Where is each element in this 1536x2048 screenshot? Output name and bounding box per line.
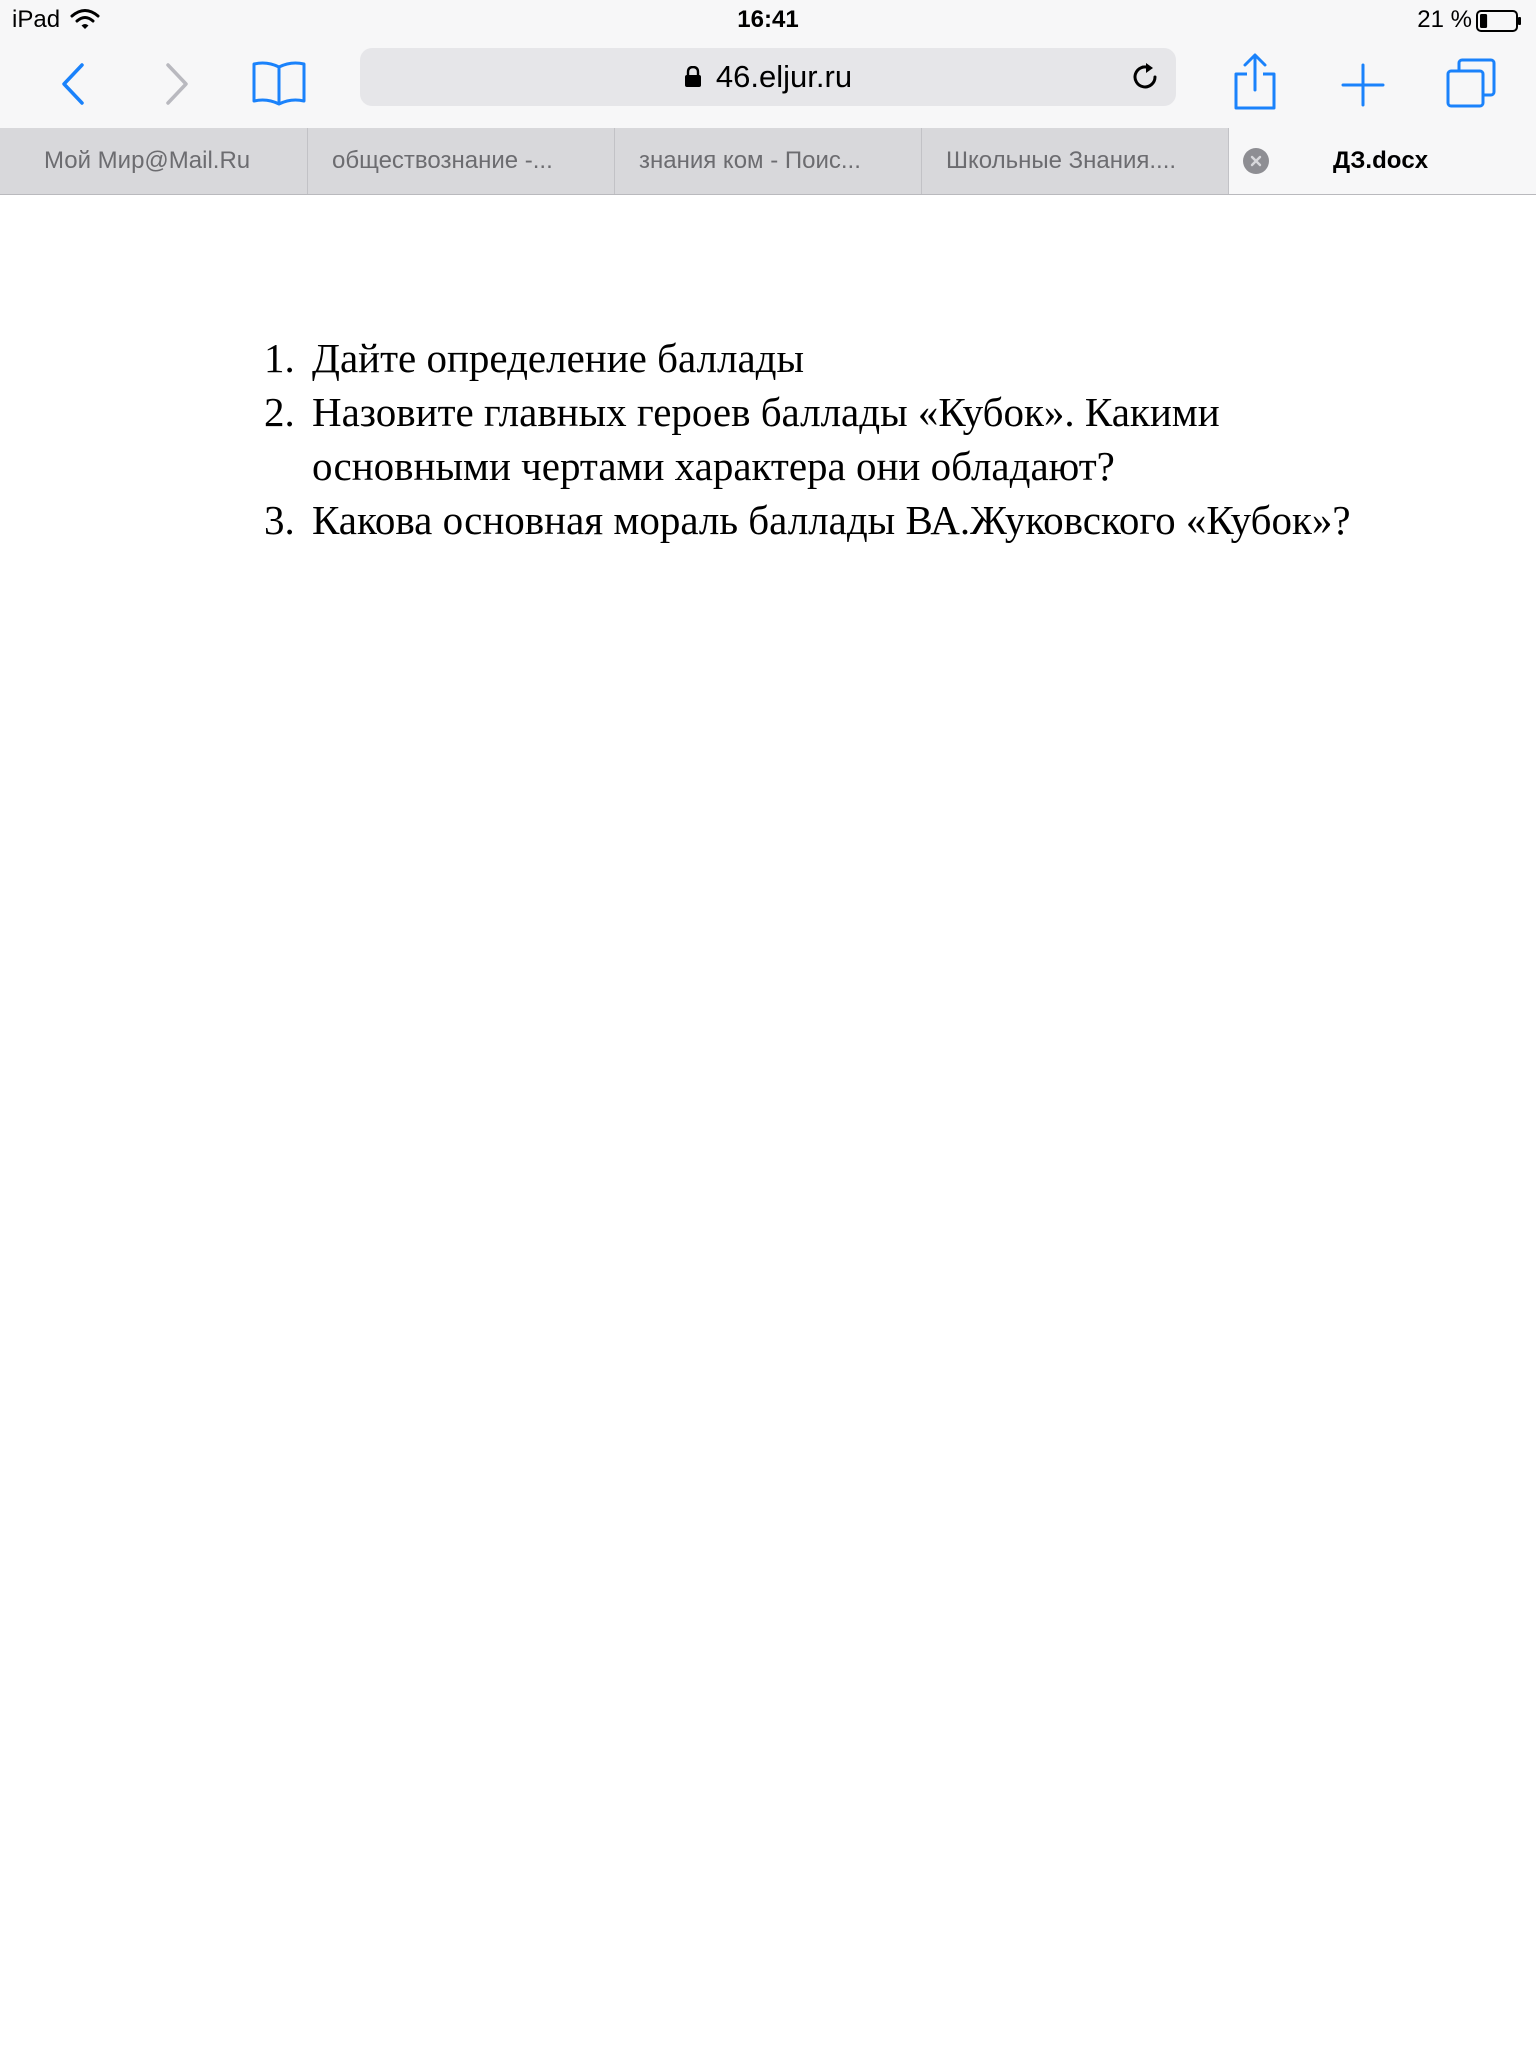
share-button[interactable]	[1222, 46, 1288, 118]
tab-label: ДЗ.docx	[1333, 147, 1429, 174]
chevron-left-icon	[58, 61, 86, 107]
status-bar	[0, 0, 1536, 40]
forward-button[interactable]	[150, 54, 206, 114]
tab-label: обществознание -...	[332, 147, 553, 174]
document-view	[0, 195, 1536, 2048]
new-tab-button[interactable]	[1330, 52, 1396, 118]
list-number: 3.	[264, 497, 295, 543]
chevron-right-icon	[164, 61, 192, 107]
tab-strip	[0, 128, 1536, 195]
close-icon	[1250, 155, 1262, 167]
tab-znaniya-search[interactable]	[615, 128, 922, 194]
list-item	[264, 331, 1364, 385]
tab-label: Школьные Знания....	[946, 147, 1177, 174]
address-url: 46.eljur.ru	[715, 59, 853, 94]
tabs-button[interactable]	[1438, 50, 1504, 116]
tab-label: знания ком - Поис...	[639, 147, 861, 174]
list-item	[264, 385, 1364, 493]
share-icon	[1232, 52, 1278, 112]
list-number: 2.	[264, 389, 295, 435]
battery-icon	[1476, 10, 1522, 32]
browser-toolbar	[0, 40, 1536, 128]
address-content	[360, 48, 1176, 106]
battery-percentage: 21 %	[1417, 6, 1472, 33]
list-text: Дайте определение баллады	[312, 335, 805, 381]
list-item	[264, 493, 1364, 547]
status-time: 16:41	[737, 6, 799, 33]
back-button[interactable]	[44, 54, 100, 114]
tab-label: Мой Мир@Mail.Ru	[44, 147, 251, 174]
list-number: 1.	[264, 335, 295, 381]
device-name: iPad	[12, 6, 61, 33]
plus-icon	[1341, 63, 1385, 107]
question-list	[264, 331, 1364, 547]
list-text: Назовите главных героев баллады «Кубок». Какими основными чертами характера они обладают?	[312, 389, 1220, 489]
list-text: Какова основная мораль баллады ВА.Жуковского «Кубок»?	[312, 497, 1351, 543]
reload-icon	[1129, 61, 1161, 93]
reload-button[interactable]	[1126, 58, 1164, 96]
tab-school-knowledge[interactable]	[922, 128, 1229, 194]
tab-active-document[interactable]	[1229, 128, 1536, 194]
bookmarks-button[interactable]	[246, 50, 312, 116]
book-icon	[251, 59, 307, 107]
tab-social-studies[interactable]	[308, 128, 615, 194]
tab-close-button[interactable]	[1243, 148, 1269, 174]
tab-mail-ru[interactable]	[0, 128, 308, 194]
lock-icon	[684, 66, 702, 88]
tabs-icon	[1445, 57, 1497, 109]
address-bar[interactable]	[360, 48, 1176, 106]
